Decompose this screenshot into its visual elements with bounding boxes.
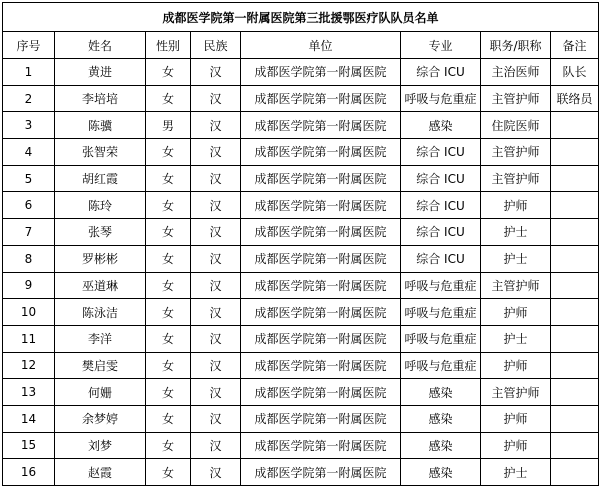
cell-index: 11: [3, 325, 55, 352]
table-row: [3, 59, 599, 86]
cell-gender: 女: [146, 59, 191, 86]
cell-specialty: 呼吸与危重症: [401, 352, 481, 379]
cell-index: 15: [3, 432, 55, 459]
table-row: [3, 379, 599, 406]
header-index: 序号: [3, 32, 55, 59]
cell-ethnicity: 汉: [191, 245, 241, 272]
cell-title: 护士: [481, 219, 551, 246]
title-row: [3, 3, 599, 32]
cell-index: 7: [3, 219, 55, 246]
cell-name: 胡红霞: [55, 165, 146, 192]
cell-remark: [551, 432, 599, 459]
cell-remark: [551, 272, 599, 299]
cell-index: 13: [3, 379, 55, 406]
header-gender: 性别: [146, 32, 191, 59]
cell-ethnicity: 汉: [191, 165, 241, 192]
cell-gender: 女: [146, 192, 191, 219]
table-row: [3, 352, 599, 379]
header-name: 姓名: [55, 32, 146, 59]
cell-title: 主管护师: [481, 139, 551, 166]
table-row: [3, 165, 599, 192]
cell-remark: [551, 325, 599, 352]
cell-unit: 成都医学院第一附属医院: [241, 459, 401, 486]
cell-title: 护师: [481, 432, 551, 459]
cell-name: 何姗: [55, 379, 146, 406]
cell-remark: [551, 245, 599, 272]
cell-index: 5: [3, 165, 55, 192]
roster-table: [2, 2, 599, 486]
cell-specialty: 呼吸与危重症: [401, 299, 481, 326]
cell-title: 护师: [481, 352, 551, 379]
table-row: [3, 405, 599, 432]
cell-title: 主管护师: [481, 272, 551, 299]
cell-gender: 女: [146, 245, 191, 272]
table-row: [3, 85, 599, 112]
cell-gender: 女: [146, 432, 191, 459]
cell-gender: 女: [146, 85, 191, 112]
header-ethnicity: 民族: [191, 32, 241, 59]
table-row: [3, 139, 599, 166]
cell-gender: 男: [146, 112, 191, 139]
cell-name: 黄进: [55, 59, 146, 86]
cell-remark: [551, 219, 599, 246]
cell-index: 2: [3, 85, 55, 112]
cell-remark: 联络员: [551, 85, 599, 112]
cell-index: 6: [3, 192, 55, 219]
cell-gender: 女: [146, 165, 191, 192]
cell-remark: [551, 405, 599, 432]
cell-name: 余梦婷: [55, 405, 146, 432]
header-remark: 备注: [551, 32, 599, 59]
cell-unit: 成都医学院第一附属医院: [241, 432, 401, 459]
cell-specialty: 呼吸与危重症: [401, 272, 481, 299]
cell-index: 9: [3, 272, 55, 299]
cell-title: 护师: [481, 405, 551, 432]
cell-unit: 成都医学院第一附属医院: [241, 325, 401, 352]
cell-name: 陈骥: [55, 112, 146, 139]
cell-remark: [551, 379, 599, 406]
cell-name: 樊启雯: [55, 352, 146, 379]
cell-unit: 成都医学院第一附属医院: [241, 272, 401, 299]
header-title: 职务/职称: [481, 32, 551, 59]
cell-name: 巫道琳: [55, 272, 146, 299]
cell-specialty: 感染: [401, 432, 481, 459]
cell-name: 李培培: [55, 85, 146, 112]
cell-specialty: 综合 ICU: [401, 165, 481, 192]
cell-title: 主管护师: [481, 85, 551, 112]
cell-specialty: 呼吸与危重症: [401, 85, 481, 112]
cell-ethnicity: 汉: [191, 299, 241, 326]
cell-unit: 成都医学院第一附属医院: [241, 352, 401, 379]
cell-specialty: 综合 ICU: [401, 219, 481, 246]
cell-name: 罗彬彬: [55, 245, 146, 272]
cell-gender: 女: [146, 139, 191, 166]
cell-gender: 女: [146, 299, 191, 326]
cell-specialty: 呼吸与危重症: [401, 325, 481, 352]
cell-title: 护士: [481, 325, 551, 352]
cell-unit: 成都医学院第一附属医院: [241, 59, 401, 86]
cell-gender: 女: [146, 405, 191, 432]
cell-index: 14: [3, 405, 55, 432]
table-row: [3, 219, 599, 246]
cell-index: 3: [3, 112, 55, 139]
cell-remark: [551, 165, 599, 192]
cell-title: 住院医师: [481, 112, 551, 139]
table-row: [3, 192, 599, 219]
cell-name: 张琴: [55, 219, 146, 246]
cell-name: 李洋: [55, 325, 146, 352]
cell-remark: [551, 459, 599, 486]
cell-remark: [551, 139, 599, 166]
cell-specialty: 综合 ICU: [401, 59, 481, 86]
cell-ethnicity: 汉: [191, 112, 241, 139]
cell-gender: 女: [146, 272, 191, 299]
cell-unit: 成都医学院第一附属医院: [241, 245, 401, 272]
table-row: [3, 245, 599, 272]
cell-unit: 成都医学院第一附属医院: [241, 112, 401, 139]
cell-unit: 成都医学院第一附属医院: [241, 299, 401, 326]
cell-unit: 成都医学院第一附属医院: [241, 192, 401, 219]
cell-ethnicity: 汉: [191, 352, 241, 379]
cell-title: 护士: [481, 459, 551, 486]
cell-remark: [551, 192, 599, 219]
roster-body: [3, 3, 599, 486]
cell-unit: 成都医学院第一附属医院: [241, 139, 401, 166]
cell-ethnicity: 汉: [191, 272, 241, 299]
cell-specialty: 感染: [401, 112, 481, 139]
cell-ethnicity: 汉: [191, 85, 241, 112]
table-row: [3, 459, 599, 486]
table-row: [3, 112, 599, 139]
cell-remark: 队长: [551, 59, 599, 86]
cell-title: 主管护师: [481, 379, 551, 406]
cell-unit: 成都医学院第一附属医院: [241, 165, 401, 192]
cell-index: 12: [3, 352, 55, 379]
cell-name: 陈泳洁: [55, 299, 146, 326]
cell-ethnicity: 汉: [191, 432, 241, 459]
cell-ethnicity: 汉: [191, 219, 241, 246]
cell-ethnicity: 汉: [191, 192, 241, 219]
cell-title: 主管护师: [481, 165, 551, 192]
cell-index: 10: [3, 299, 55, 326]
header-specialty: 专业: [401, 32, 481, 59]
cell-title: 护士: [481, 245, 551, 272]
cell-specialty: 综合 ICU: [401, 192, 481, 219]
cell-gender: 女: [146, 325, 191, 352]
cell-name: 赵霞: [55, 459, 146, 486]
cell-index: 16: [3, 459, 55, 486]
cell-ethnicity: 汉: [191, 325, 241, 352]
cell-gender: 女: [146, 219, 191, 246]
cell-unit: 成都医学院第一附属医院: [241, 379, 401, 406]
cell-specialty: 综合 ICU: [401, 245, 481, 272]
cell-gender: 女: [146, 352, 191, 379]
cell-name: 陈玲: [55, 192, 146, 219]
cell-unit: 成都医学院第一附属医院: [241, 219, 401, 246]
cell-ethnicity: 汉: [191, 459, 241, 486]
table-row: [3, 325, 599, 352]
cell-index: 8: [3, 245, 55, 272]
cell-ethnicity: 汉: [191, 405, 241, 432]
table-title: 成都医学院第一附属医院第三批援鄂医疗队队员名单: [3, 3, 599, 32]
cell-remark: [551, 299, 599, 326]
header-row: [3, 32, 599, 59]
cell-index: 1: [3, 59, 55, 86]
cell-remark: [551, 112, 599, 139]
cell-name: 刘梦: [55, 432, 146, 459]
cell-title: 主治医师: [481, 59, 551, 86]
table-row: [3, 299, 599, 326]
cell-gender: 女: [146, 379, 191, 406]
table-row: [3, 432, 599, 459]
cell-name: 张智荣: [55, 139, 146, 166]
cell-remark: [551, 352, 599, 379]
cell-specialty: 感染: [401, 379, 481, 406]
cell-specialty: 感染: [401, 459, 481, 486]
table-row: [3, 272, 599, 299]
cell-unit: 成都医学院第一附属医院: [241, 405, 401, 432]
cell-gender: 女: [146, 459, 191, 486]
cell-specialty: 综合 ICU: [401, 139, 481, 166]
header-unit: 单位: [241, 32, 401, 59]
cell-ethnicity: 汉: [191, 59, 241, 86]
cell-title: 护师: [481, 299, 551, 326]
cell-title: 护师: [481, 192, 551, 219]
cell-unit: 成都医学院第一附属医院: [241, 85, 401, 112]
cell-ethnicity: 汉: [191, 379, 241, 406]
cell-ethnicity: 汉: [191, 139, 241, 166]
cell-index: 4: [3, 139, 55, 166]
cell-specialty: 感染: [401, 405, 481, 432]
